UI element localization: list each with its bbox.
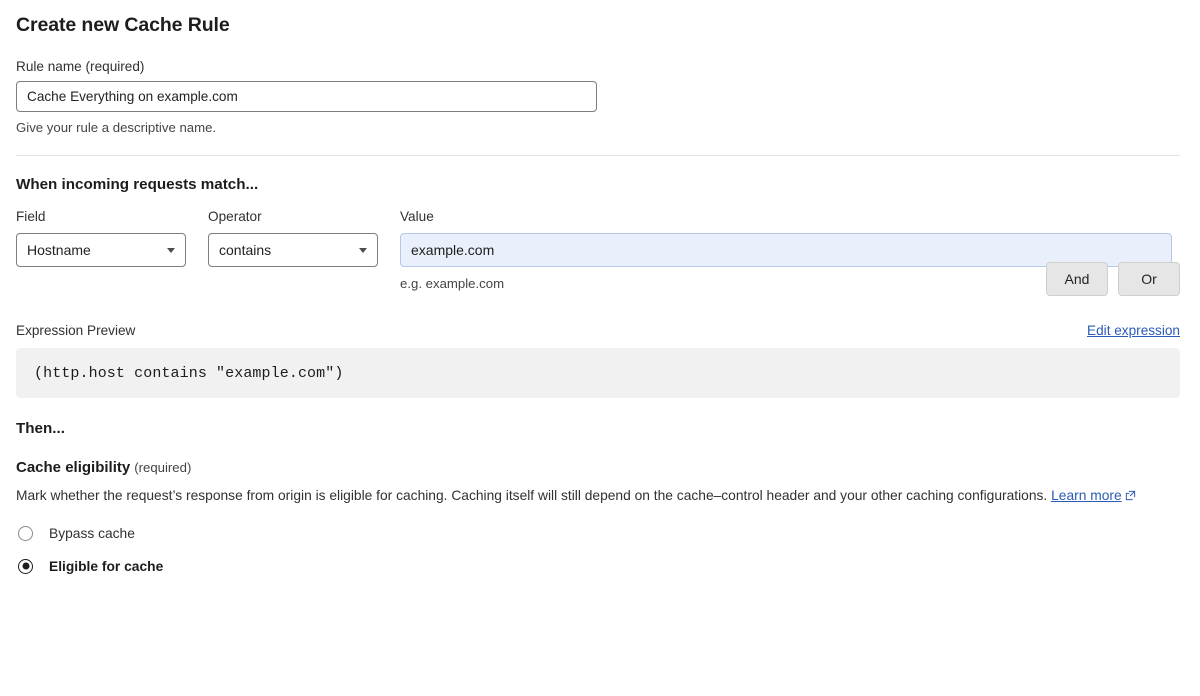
operator-select-value: contains bbox=[219, 242, 272, 258]
rule-name-input[interactable] bbox=[16, 81, 597, 112]
value-hint: e.g. example.com bbox=[400, 276, 505, 291]
cache-eligibility-description bbox=[16, 486, 1180, 508]
radio-icon[interactable] bbox=[18, 559, 33, 574]
expression-preview-text: (http.host contains "example.com") bbox=[34, 364, 344, 382]
radio-option-eligible-for-cache[interactable] bbox=[16, 559, 1180, 574]
match-condition-row bbox=[16, 209, 1180, 291]
field-column-label: Field bbox=[16, 209, 46, 224]
expression-preview-box bbox=[16, 348, 1180, 398]
edit-expression-link[interactable]: Edit expression bbox=[1087, 323, 1180, 338]
page-title: Create new Cache Rule bbox=[16, 14, 230, 36]
rule-name-help: Give your rule a descriptive name. bbox=[16, 120, 217, 135]
cache-eligibility-description-text: Mark whether the request’s response from origin is eligible for caching. Caching itself will still depend on the cache–control header and your other caching configurations. bbox=[16, 488, 1052, 503]
operator-column-label: Operator bbox=[208, 209, 262, 224]
radio-icon[interactable] bbox=[18, 526, 33, 541]
external-link-icon bbox=[1125, 487, 1136, 508]
cache-eligibility-title-text: Cache eligibility bbox=[16, 459, 131, 476]
chevron-down-icon bbox=[359, 248, 367, 253]
radio-label: Bypass cache bbox=[49, 525, 135, 541]
field-column bbox=[16, 209, 186, 267]
cache-eligibility-required: (required) bbox=[134, 460, 192, 475]
learn-more-link[interactable]: Learn more bbox=[1051, 488, 1122, 503]
operator-select[interactable] bbox=[208, 233, 378, 267]
or-button[interactable]: Or bbox=[1118, 262, 1180, 296]
section-divider bbox=[16, 155, 1180, 156]
expression-header bbox=[16, 323, 1180, 338]
field-select[interactable] bbox=[16, 233, 186, 267]
then-heading: Then... bbox=[16, 420, 65, 437]
operator-column bbox=[208, 209, 378, 267]
radio-option-bypass-cache[interactable] bbox=[16, 526, 1180, 541]
cache-eligibility-title bbox=[16, 459, 1180, 476]
logic-buttons bbox=[1046, 262, 1180, 296]
expression-preview-label: Expression Preview bbox=[16, 323, 136, 338]
value-column-label: Value bbox=[400, 209, 434, 224]
radio-label: Eligible for cache bbox=[49, 558, 164, 574]
and-button[interactable]: And bbox=[1046, 262, 1108, 296]
chevron-down-icon bbox=[167, 248, 175, 253]
field-select-value: Hostname bbox=[27, 242, 91, 258]
match-section-title: When incoming requests match... bbox=[16, 176, 259, 193]
rule-name-label: Rule name (required) bbox=[16, 59, 145, 74]
rule-name-group bbox=[16, 59, 1180, 135]
